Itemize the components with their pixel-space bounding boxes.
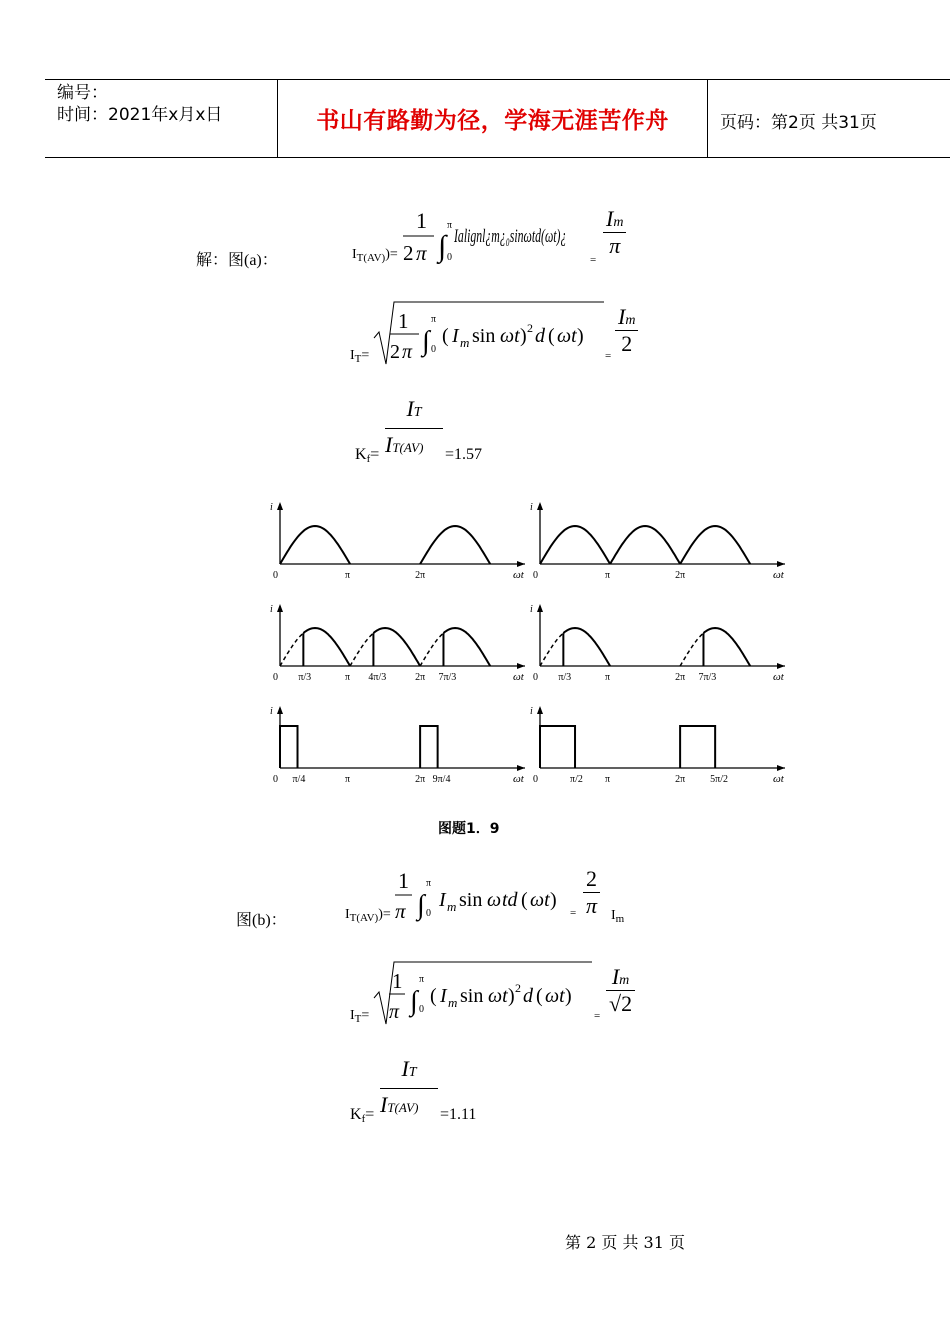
svg-text:=: = bbox=[570, 907, 577, 919]
axis-label-wt: ωt bbox=[773, 671, 784, 683]
full-wave-pulse bbox=[680, 526, 750, 564]
svg-text:ωt: ωt bbox=[545, 985, 565, 1007]
equation-a-garbled: Ialignl¿m¿₀sinωtd(ωt)¿ bbox=[454, 226, 567, 247]
y-axis-arrow bbox=[537, 604, 543, 612]
conduction-segment bbox=[704, 628, 751, 666]
dashed-segment bbox=[540, 633, 563, 666]
svg-text:d: d bbox=[535, 325, 545, 347]
axis-label-wt: ωt bbox=[513, 773, 524, 785]
svg-text:π: π bbox=[402, 341, 413, 363]
equation-b-rms: $I_T=$ 1 π ∫ π 0 ( I m sin ωt ) 2 d ( ωt ) = $\frac{Im}{√2}$ bbox=[350, 958, 650, 1030]
svg-text:∫: ∫ bbox=[422, 326, 430, 357]
tick-label: 9π/4 bbox=[432, 774, 451, 785]
conduction-segment bbox=[444, 628, 491, 666]
axis-label-wt: ωt bbox=[773, 569, 784, 581]
tick-label: 2π bbox=[415, 774, 426, 785]
svg-text:ωt: ωt bbox=[530, 889, 550, 911]
tick-label: π bbox=[605, 774, 611, 785]
svg-text:sin: sin bbox=[472, 325, 496, 347]
svg-text:I: I bbox=[440, 985, 447, 1007]
svg-text:π: π bbox=[395, 899, 406, 923]
equation-b-rms-result: $\frac{Im}{√2}$ bbox=[606, 964, 635, 1017]
svg-text:1: 1 bbox=[416, 208, 427, 233]
equation-a-rms-result: $\frac{Im}{2}$ bbox=[615, 304, 638, 357]
svg-text:(: ( bbox=[430, 985, 437, 1007]
tick-label: 0 bbox=[273, 570, 278, 581]
svg-text:(: ( bbox=[521, 889, 528, 911]
x-axis-arrow bbox=[777, 561, 785, 567]
axis-label-wt: ωt bbox=[513, 569, 524, 581]
rect-pulse bbox=[540, 726, 575, 768]
x-axis-arrow bbox=[517, 765, 525, 771]
dashed-segment bbox=[350, 633, 373, 666]
svg-text:ω: ω bbox=[487, 889, 502, 911]
y-axis-arrow bbox=[277, 706, 283, 714]
dashed-segment bbox=[680, 633, 703, 666]
equation-a-avg: $I_{T(AV)})=$ 1 2 π ∫ π 0 Ialignl¿m¿₀sinωtd(ωt)¿ = $\frac{Im}{\pi}$ bbox=[352, 204, 652, 274]
axis-label-i: i bbox=[270, 706, 273, 717]
y-axis-arrow bbox=[277, 604, 283, 612]
axis-label-wt: ωt bbox=[773, 773, 784, 785]
svg-text:1: 1 bbox=[398, 868, 409, 893]
svg-text:∫: ∫ bbox=[438, 230, 447, 263]
svg-text:1: 1 bbox=[398, 309, 409, 333]
page-footer: 第 2 页 共 31 页 bbox=[565, 1233, 685, 1252]
form-factor-a-value: =1.57 bbox=[445, 446, 483, 463]
tick-label: 0 bbox=[273, 672, 278, 683]
axis-label-i: i bbox=[530, 706, 533, 717]
tick-label: 7π/3 bbox=[438, 672, 457, 683]
axis-label-i: i bbox=[530, 604, 533, 615]
full-wave-pulse bbox=[610, 526, 680, 564]
dashed-segment bbox=[420, 633, 443, 666]
axis-label-i: i bbox=[270, 502, 273, 513]
svg-text:): ) bbox=[508, 985, 515, 1007]
rect-pulse bbox=[680, 726, 715, 768]
svg-text:π: π bbox=[416, 241, 427, 265]
tick-label: 5π/2 bbox=[710, 774, 728, 785]
tick-label: 4π/3 bbox=[368, 672, 387, 683]
x-axis-arrow bbox=[777, 663, 785, 669]
tick-label: 2π bbox=[415, 672, 426, 683]
svg-text:): ) bbox=[565, 985, 572, 1007]
axis-label-i: i bbox=[270, 604, 273, 615]
svg-text:ωt: ωt bbox=[500, 325, 520, 347]
svg-text:m: m bbox=[448, 995, 458, 1010]
tick-label: 0 bbox=[533, 570, 538, 581]
tick-label: π bbox=[345, 570, 351, 581]
svg-text:2: 2 bbox=[527, 321, 533, 335]
full-wave-pulse bbox=[540, 526, 610, 564]
svg-text:I: I bbox=[452, 325, 459, 347]
half-wave-pulse bbox=[280, 526, 350, 564]
tick-label: π/3 bbox=[558, 672, 572, 683]
solution-a-label: 解：图(a)： bbox=[196, 252, 278, 269]
svg-text:∫: ∫ bbox=[417, 890, 425, 921]
svg-text:π: π bbox=[389, 1001, 400, 1023]
solution-b-label: 图(b)： bbox=[236, 912, 287, 929]
svg-text:sin: sin bbox=[459, 889, 483, 911]
tick-label: π/4 bbox=[292, 774, 306, 785]
tick-label: π bbox=[345, 774, 351, 785]
svg-text:1: 1 bbox=[392, 969, 403, 993]
svg-text:): ) bbox=[577, 325, 584, 347]
equation-b-rms-body bbox=[372, 958, 602, 1030]
svg-text:π: π bbox=[431, 314, 437, 325]
conduction-segment bbox=[563, 628, 610, 666]
conduction-segment bbox=[303, 628, 350, 666]
svg-text:d: d bbox=[523, 985, 533, 1007]
tick-label: 7π/3 bbox=[698, 672, 717, 683]
document-number-label: 编号： bbox=[57, 83, 108, 103]
axis-label-i: i bbox=[530, 502, 533, 513]
equation-a-rms: $I_T=$ 1 2 π ∫ π 0 ( I m sin ωt ) 2 d ( ωt ) = $\frac{Im}{2}$ bbox=[350, 298, 660, 370]
tick-label: 2π bbox=[675, 570, 686, 581]
svg-text:): ) bbox=[520, 325, 527, 347]
svg-text:0: 0 bbox=[431, 344, 436, 355]
half-wave-pulse bbox=[420, 526, 490, 564]
tick-label: 2π bbox=[415, 570, 426, 581]
svg-text:td: td bbox=[502, 889, 518, 911]
svg-text:): ) bbox=[550, 889, 557, 911]
svg-text:0: 0 bbox=[426, 908, 431, 919]
tick-label: π bbox=[605, 570, 611, 581]
y-axis-arrow bbox=[537, 502, 543, 510]
svg-text:ωt: ωt bbox=[557, 325, 577, 347]
header-divider bbox=[707, 80, 708, 157]
y-axis-arrow bbox=[277, 502, 283, 510]
x-axis-arrow bbox=[777, 765, 785, 771]
tick-label: 0 bbox=[533, 774, 538, 785]
tick-label: π/2 bbox=[570, 774, 583, 785]
form-factor-b-value: =1.11 bbox=[440, 1106, 477, 1123]
equation-b-avg: $I_{T(AV)})=$ 1 π ∫ π 0 I m sin ω td ( ωt ) = $\frac{2}{\pi}$ $I_m$ bbox=[345, 864, 645, 930]
tick-label: 0 bbox=[533, 672, 538, 683]
x-axis-arrow bbox=[517, 561, 525, 567]
tick-label: π bbox=[345, 672, 351, 683]
svg-text:m: m bbox=[447, 899, 457, 914]
tick-label: 2π bbox=[675, 672, 686, 683]
svg-text:π: π bbox=[426, 878, 432, 889]
svg-text:(: ( bbox=[548, 325, 555, 347]
equation-b-form-factor: Kf= IT IT(AV) =1.11 bbox=[350, 1056, 477, 1125]
page-header bbox=[45, 79, 950, 158]
svg-text:π: π bbox=[419, 974, 425, 985]
svg-text:π: π bbox=[447, 220, 453, 231]
equation-a-rms-body bbox=[372, 298, 612, 370]
tick-label: π bbox=[605, 672, 611, 683]
y-axis-arrow bbox=[537, 706, 543, 714]
svg-text:0: 0 bbox=[447, 252, 452, 263]
svg-text:2: 2 bbox=[403, 241, 414, 265]
header-meta bbox=[57, 82, 222, 126]
equation-b-avg-result: $\frac{2}{\pi}$ bbox=[583, 866, 600, 919]
svg-text:(: ( bbox=[536, 985, 543, 1007]
dashed-segment bbox=[280, 633, 303, 666]
tick-label: π/3 bbox=[298, 672, 312, 683]
svg-text:(: ( bbox=[442, 325, 449, 347]
rect-pulse bbox=[280, 726, 298, 768]
rect-pulse bbox=[420, 726, 438, 768]
svg-text:ωt: ωt bbox=[488, 985, 508, 1007]
header-motto: 书山有路勤为径，学海无涯苦作舟 bbox=[316, 108, 669, 134]
conduction-segment bbox=[373, 628, 420, 666]
x-axis-arrow bbox=[517, 663, 525, 669]
svg-text:2: 2 bbox=[515, 981, 521, 995]
tick-label: 0 bbox=[273, 774, 278, 785]
waveform-figure bbox=[262, 498, 792, 792]
tick-label: 2π bbox=[675, 774, 686, 785]
svg-text:m: m bbox=[460, 335, 470, 350]
axis-label-wt: ωt bbox=[513, 671, 524, 683]
svg-text:2: 2 bbox=[390, 341, 400, 363]
header-page-info: 页码：第2页 共31页 bbox=[720, 113, 877, 133]
figure-caption: 图题1．9 bbox=[438, 821, 500, 837]
equation-a-avg-result: $\frac{Im}{\pi}$ bbox=[603, 206, 626, 259]
svg-text:0: 0 bbox=[419, 1004, 424, 1015]
equation-a-form-factor: Kf= IT IT(AV) =1.57 bbox=[355, 396, 483, 465]
svg-text:sin: sin bbox=[460, 985, 484, 1007]
svg-text:∫: ∫ bbox=[410, 986, 418, 1017]
svg-text:I: I bbox=[439, 889, 446, 911]
document-time-label: 时间：2021年x月x日 bbox=[57, 105, 223, 125]
